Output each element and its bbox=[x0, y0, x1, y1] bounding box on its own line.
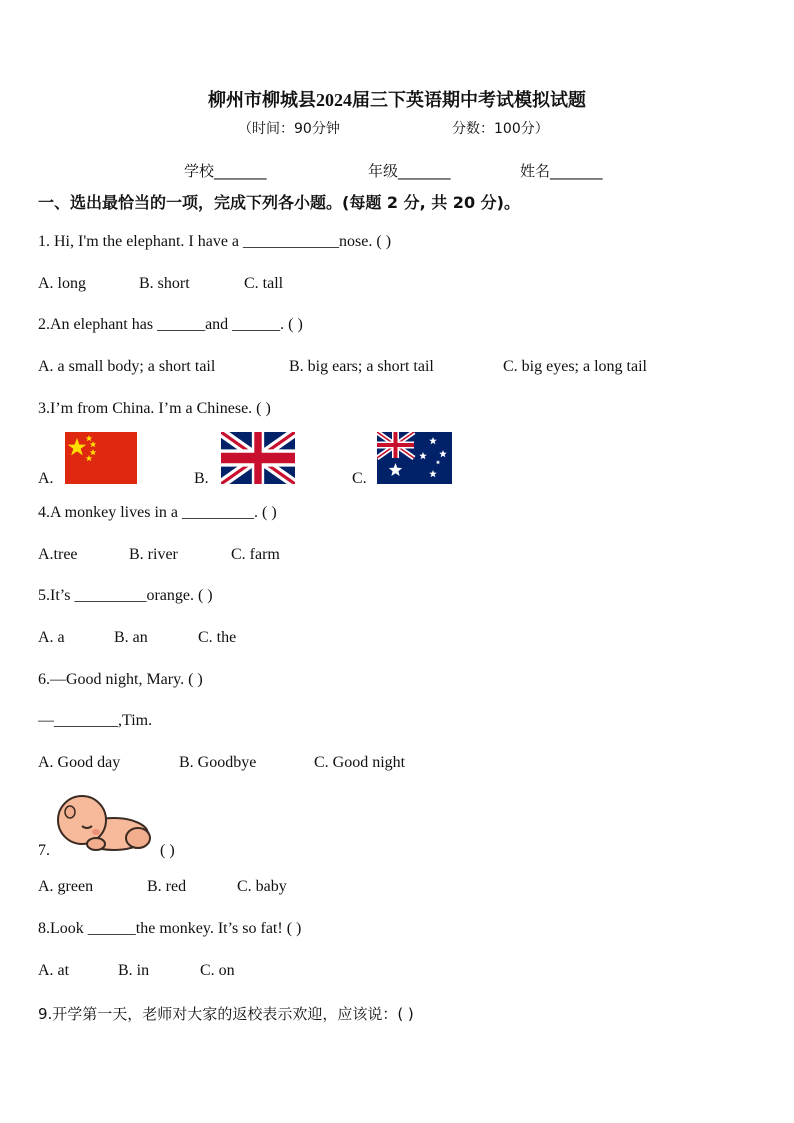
q6-option-c: C. Good night bbox=[314, 754, 406, 771]
q8-option-a: A. at bbox=[38, 962, 70, 979]
q5-option-b: B. an bbox=[114, 629, 148, 646]
q3-option-b: B. bbox=[194, 470, 209, 487]
q6-option-b: B. Goodbye bbox=[179, 754, 257, 771]
q5-option-c: C. the bbox=[198, 629, 237, 646]
question-4: 4.A monkey lives in a _________. ( ) bbox=[38, 504, 277, 521]
q2-option-b: B. big ears; a short tail bbox=[289, 358, 434, 375]
sleeping-baby-icon bbox=[52, 792, 154, 854]
q2-option-a: A. a small body; a short tail bbox=[38, 358, 216, 375]
q8-option-b: B. in bbox=[118, 962, 150, 979]
baby-ear bbox=[65, 806, 75, 818]
q4-option-b: B. river bbox=[129, 546, 178, 563]
q7-option-c: C. baby bbox=[237, 878, 287, 895]
q3-option-c: C. bbox=[352, 470, 367, 487]
baby-leg bbox=[126, 828, 150, 848]
q3-option-a: A. bbox=[38, 470, 54, 487]
exam-time: （时间：90分钟 bbox=[238, 121, 340, 137]
question-6: 6.—Good night, Mary. ( ) bbox=[38, 671, 203, 688]
q5-option-a: A. a bbox=[38, 629, 65, 646]
exam-score: 分数：100分） bbox=[452, 121, 549, 137]
q4-option-c: C. farm bbox=[231, 546, 280, 563]
name-field: 姓名_______ bbox=[520, 162, 603, 180]
q6-option-a: A. Good day bbox=[38, 754, 121, 771]
grade-field: 年级_______ bbox=[368, 162, 451, 180]
question-2: 2.An elephant has ______and ______. ( ) bbox=[38, 316, 303, 333]
baby-hand bbox=[87, 838, 105, 850]
q1-option-a: A. long bbox=[38, 275, 86, 292]
australia-flag-icon bbox=[377, 432, 452, 484]
australia-flag-union-jack bbox=[377, 432, 414, 458]
section-heading: 一、选出最恰当的一项，完成下列各小题。(每题 2 分, 共 20 分)。 bbox=[38, 193, 520, 212]
q8-option-c: C. on bbox=[200, 962, 235, 979]
q4-option-a: A.tree bbox=[38, 546, 78, 563]
question-7: 7. bbox=[38, 842, 50, 859]
q6-reply: —________,Tim. bbox=[38, 712, 153, 729]
school-field: 学校_______ bbox=[184, 162, 267, 180]
question-1: 1. Hi, I'm the elephant. I have a ____________nose. ( ) bbox=[38, 233, 392, 250]
china-flag-icon bbox=[65, 432, 137, 484]
question-5: 5.It’s _________orange. ( ) bbox=[38, 587, 213, 604]
question-9: 9.开学第一天，老师对大家的返校表示欢迎，应该说：( ) bbox=[38, 1005, 414, 1023]
baby-head bbox=[58, 796, 106, 844]
q7-paren: ( ) bbox=[160, 842, 175, 859]
q1-option-c: C. tall bbox=[244, 275, 284, 292]
q7-option-b: B. red bbox=[147, 878, 187, 895]
question-3: 3.I’m from China. I’m a Chinese. ( ) bbox=[38, 400, 271, 417]
china-flag-field bbox=[65, 432, 137, 484]
question-8: 8.Look ______the monkey. It’s so fat! ( ) bbox=[38, 920, 302, 937]
baby-cheek bbox=[92, 829, 100, 835]
q2-option-c: C. big eyes; a long tail bbox=[503, 358, 647, 375]
uk-flag-icon bbox=[221, 432, 295, 484]
exam-title: 柳州市柳城县2024届三下英语期中考试模拟试题 bbox=[208, 90, 586, 110]
q1-option-b: B. short bbox=[139, 275, 190, 292]
q7-option-a: A. green bbox=[38, 878, 94, 895]
